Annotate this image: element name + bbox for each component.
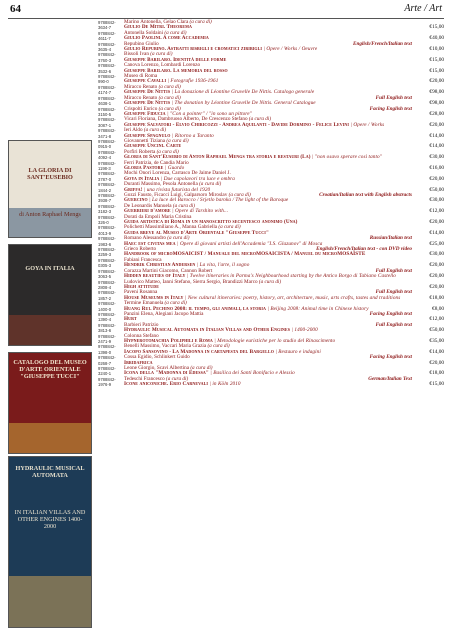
author-name: Crispolti Enrico [124,105,158,112]
author-name: Dorati da Empoli Maria Cristina [124,213,192,220]
entry-price: €50,00 [429,327,444,334]
author-name: Duranti Massimo, Pesola Antonella [124,181,198,188]
author-name: Romano Alessandro [124,235,166,242]
isbn-code: 9788842-2471-9 [98,333,116,344]
title-subtitle: | Opere / Works [349,121,385,128]
isbn-code: 9788842-3787-0 [98,171,116,182]
title-text: Gloria Pastore [124,164,164,171]
author-name: Tedeschi Francesco [124,375,165,382]
title-subtitle: | Beijing 2008: Animal time in Chinese history [266,305,369,312]
title-text: Giuseppe Fiducia [124,110,166,117]
isbn-code: 9788842-0915-0 [98,138,116,150]
title-subtitle: | Fotografie 1936-1961 [166,78,219,85]
editor-note: (a cura di) [188,19,212,25]
author-name: Termine Emanuela [124,300,164,307]
editor-note: (a cura di) [217,224,241,231]
title-subtitle: | Opere / Works / Oeuvre [262,46,318,53]
title-text: Giuseppe De Nittis [124,89,171,96]
title-subtitle: | Ritorno a Taranto [170,132,214,139]
language-note: German/Italian Text [368,375,412,382]
isbn-code: 9788842-3063-5 [98,268,116,280]
language-note: Facing English text [369,310,412,317]
title-text: Handbook of microMOSAICIST / Manuale del microMOSAICISTA / Manuel du microMOSAÏSTE [124,251,366,258]
editor-note: (a cura di) [165,137,189,144]
section-title: Arte / Art [404,3,442,14]
author-name: Barbieri Patrizio [124,321,159,328]
entry-price: €98,00 [429,100,444,107]
entry-price: €20,00 [429,121,444,128]
author-name: Antonella Soldaini [124,29,164,36]
title-subtitle: | Twelve itineraries in Parma's Neighbourhood starting by the Antico Borgo di Tabiano Castello [185,273,396,280]
author-name: Colonna Stefano [124,332,159,339]
editor-note: (a cura di) [164,375,189,382]
title-subtitle: | Restauro e indagini [273,348,321,355]
title-subtitle: | Basilica dei Santi Bonifacio e Alessio [208,370,295,377]
language-note: Russian/Italian text [369,235,412,242]
isbn-code: 9788842-3087-1 [98,117,116,128]
language-note: Full English text [375,289,412,296]
entry-price: €20,00 [429,175,444,182]
entry-price: €12,00 [429,208,444,215]
entry-price: €18,00 [429,294,444,301]
cover-band [9,423,91,453]
entry-body [124,323,414,334]
entry-price: €10,00 [429,46,444,53]
title-subtitle: | "non osavo sperare così tanto" [310,154,382,161]
entry-price: €14,00 [429,229,444,236]
author-name: Marino Antonella, Gelao Clara [124,19,189,25]
title-text: Hypnerotomachia Poliphili e Roma [124,337,213,344]
author-name: Fabiani Francesca [124,256,162,263]
isbn-code: 9788842-1976-9 [98,376,116,388]
book-cover [8,352,92,454]
title-text: Giulio De Mitri. Theorema [124,24,192,31]
entry-price: €40,00 [429,35,444,42]
title-text: Hurt [124,316,137,323]
isbn-code: 9788842-3634-7 [98,20,116,31]
entry-body [124,63,414,74]
author-name: Vicari Floriana, Dambruoso Alberto, De Crescenzo Stefano [124,116,248,123]
title-subtitle: | in Köln 2010 [208,381,241,388]
book-cover [8,456,92,628]
author-name: Giovannetti Tiziana [124,137,166,144]
entry-body [124,31,414,42]
isbn-code: 9788842-3760-3 [98,52,116,63]
title-text: Huang Rui. Pechino 2008: il tempo, gli animali, la storia [124,305,267,312]
title-text: Ibridafrica [124,359,153,366]
title-subtitle: | New cultural itineraries: poetry, history, art, architecture, music, arts crafts, tastes and traditions [183,294,401,301]
language-note: Facing English text [369,105,412,112]
cover-title: GOYA IN ITALIA [25,265,75,272]
entry-price: €14,00 [429,348,444,355]
language-note: Full English text [375,267,412,274]
editor-note: (a cura di) [247,116,272,123]
title-text: Icone aniconiche. Erio Carnevali [124,381,208,388]
entry-price: €30,00 [429,197,444,204]
isbn-code: 9788842-3259-3 [98,247,116,258]
isbn-code: 9788842-4638-1 [98,95,116,107]
entry-body [124,280,414,291]
cover-subtitle: di Anton Raphael Mengs [19,211,81,218]
title-subtitle: | The donation by Léontine Gruvelle De Nittis. General Catalogue [170,100,316,107]
title-text: Guerrieri d'amore [124,208,171,215]
author-name: Benelli Massimo, Vaccari Maria Grazia [124,343,207,350]
isbn-code: 9788842-990-0 [98,74,116,85]
isbn-code: 9788842-1983-6 [98,236,116,247]
editor-note: (a cura di) [163,300,187,307]
title-text: Guida artistica di Roma in un manoscritto secentesco anonimo (Una) [124,219,298,226]
editor-note: (a cura di) [155,148,179,155]
catalog-entry [98,377,444,388]
author-name: Leone Giorgio, Scavi Albertina [124,365,190,371]
entry-price: €20,00 [429,78,444,85]
entry-price: €98,00 [429,89,444,96]
author-name: Canova Lorenzo, Lombardi Lorenzo [124,62,201,69]
author-name: Polichetti Massimiliano A., Manna Gabriella [124,224,218,231]
editor-note: (a cura di) [257,278,282,285]
cover-title: CATALOGO DEL MUSEO D'ARTE ORIENTALE "GIUSEPPE TUCCI" [13,359,87,380]
title-text: Giuseppe Barilaro. La memoria del rosso [124,67,228,74]
editor-note: (a cura di) [157,105,181,112]
author-name: Mochi Onori Lorenza, Carrasco De Jaime Daniel J. [124,170,231,177]
title-subtitle: | La vita, l'arte, il sogno [195,262,250,269]
entry-price: €8,00 [432,305,444,312]
language-note: Full English text [375,321,412,328]
title-text: Guida breve al Museo d'Arte Orientale "Giuseppe Tucci" [124,229,269,236]
title-text: Giuseppe De Nittis [124,100,171,107]
isbn-code: 9788842-4092-4 [98,149,116,161]
title-text: Giuseppe Salvatori - Elvio Chiricozzi - Andrea Aquilanti - Davide Dormino - Felice Levini [124,121,350,128]
cover-band [9,315,91,345]
cover-title: HYDRAULIC MUSICAL AUTOMATA [15,465,85,479]
entry-price: €15,00 [429,24,444,31]
author-name: Grieco Roberto [124,246,157,253]
title-text: Giuseppe Uncini. Carte [124,143,182,150]
isbn-code: 9788842-1198-3 [98,160,116,171]
title-text: Hydraulic Musical Automata in Italian Villas and Other Engines [124,327,291,334]
isbn-code: 9788842-2808-4 [98,279,116,290]
entry-price: €15,00 [429,381,444,388]
language-note: English/French/Italian text [353,40,412,47]
isbn-code: 9788842-3813-6 [98,322,116,334]
author-name: De Leonardis Manuela [124,202,172,209]
title-text: Giuseppe Cavalli [124,78,167,85]
title-text: Giuseppe Spagnulo [124,132,171,139]
title-text: Guercino [124,197,148,204]
cover-subtitle: IN ITALIAN VILLAS AND OTHER ENGINES 1400-2000 [14,509,86,530]
title-text: Giulio Repubino. Astratti bisbigli e cromatici ziribigli [124,46,263,53]
header-rule [8,18,444,19]
title-text: Hidden beauties of Italy [124,273,186,280]
entry-body [124,247,414,258]
entry-title [124,382,414,387]
isbn-code: 9788842-4611-7 [98,30,116,42]
entry-price: €20,00 [429,219,444,226]
title-subtitle: | Guardo [163,164,185,171]
editor-note: (a cura di) [197,181,222,188]
isbn-code: 9788842-0268-7 [98,355,116,366]
title-subtitle: | Opere di Tarshito with... [170,208,229,215]
isbn-code: 9788842-1398-0 [98,344,116,355]
author-name: Panzini Elena, Alegiani Jacopo Mattia [124,310,204,317]
language-note: English/French/Italian text - con DVD video [316,246,412,253]
isbn-code: 9788842-3532-6 [98,63,116,74]
editor-note: (a cura di) [227,192,251,198]
editor-note: (a cura di) [189,365,213,371]
catalog-list [98,20,444,388]
isbn-code: 9788842-4013-9 [98,225,116,236]
author-name: Miracco Renato [124,83,158,90]
title-subtitle: | Due capolavori tra luce e ombra [159,175,235,182]
title-text: House Museums in Italy [124,294,184,301]
isbn-code: 9788842-1857-2 [98,290,116,301]
entry-price: €28,00 [429,110,444,117]
title-subtitle: | Metodologie euristiche per lo studio del Rinascimento [212,337,336,344]
title-subtitle: | "Con a pointer" / "in sono un pittore" [165,110,252,117]
author-name: Gozzi Fausto, Ficacci Luigi, Galparsoro Miroslav [124,192,228,198]
entry-price: €30,00 [429,154,444,161]
author-name: Miracco Renato [124,94,158,101]
isbn-code: 9788842-1844-2 [98,182,116,193]
title-text: Griffa! [124,186,143,193]
entry-body [124,377,414,388]
page-number: 64 [10,3,21,15]
author-name: Paveni Rosanna [124,289,158,296]
language-note: Croatian/Italian text with English abstracts [319,192,412,198]
entry-price: €20,00 [429,359,444,366]
title-text: Haec est civitas mea [124,240,176,247]
title-text: Iacopo Sansovino - La Madonna in cartapesta del Bargello [124,348,274,355]
author-name: Bissoli Ivan [124,51,149,58]
isbn-code: 9788842-3150-5 [98,106,116,117]
entry-price: €25,00 [429,240,444,247]
entry-price: €15,00 [429,56,444,63]
author-name: Ferri Patrizia, de Candia Mario [124,159,189,166]
editor-note: (a cura di) [206,343,230,350]
entry-price: €30,00 [429,251,444,258]
entry-body [124,117,414,128]
editor-note: (a cura di) [157,94,181,101]
title-subtitle: | 1400-2000 [290,327,318,334]
editor-note: (a cura di) [142,127,167,134]
book-cover [8,140,92,238]
entry-price: €20,00 [429,273,444,280]
isbn-code: 9788842-1390-4 [98,311,116,323]
language-note: Full English text [375,94,412,101]
isbn-code: 9788842-3938-7 [98,193,116,204]
isbn-code: 9788842-0305-3 [98,257,116,269]
title-subtitle: | La luce del Barocco / Srjetlo baroka / The light of the Baroque [147,197,289,204]
entry-price: €16,00 [429,164,444,171]
entry-body [124,312,414,323]
author-name: Museo di Roma [124,73,158,80]
title-text: Giuseppe Barilaro. Identità delle forme [124,56,227,63]
isbn-code: 9788842-326-0 [98,214,116,226]
title-subtitle: | La donazione di Léontine Gruvelle De Nittis. Catalogo generale [170,89,315,96]
editor-note: (a cura di) [165,235,190,242]
author-name: Ludovico Matteo, Ianni Stefano, Sierra Sergio, Brandizzi Marco [124,278,258,285]
book-cover [8,244,92,346]
entry-price: €50,00 [429,186,444,193]
editor-note: (a cura di) [171,202,196,209]
cover-band [9,576,91,627]
isbn-code: 9788842-3471-8 [98,128,116,139]
title-text: Goya in Italia [124,175,160,182]
title-subtitle: | Opere di giovani artisti dell'Accademia "I.S. Glazunov" di Mosca [175,240,323,247]
isbn-code: 9788842-1400-0 [98,301,116,312]
title-text: Hendrik Christian Andersen [124,262,196,269]
isbn-code: 9788842-3240-1 [98,366,116,377]
entry-price: €20,00 [429,262,444,269]
author-name: Ieri Aldo [124,127,143,134]
editor-note: (a cura di) [157,83,181,90]
cover-title: LA GLORIA DI SANT'EUSEBIO [27,167,73,181]
entry-price: €15,00 [429,67,444,74]
entry-price: €14,00 [429,143,444,150]
author-name: Cossa Egidio, Schlinkert Guido [124,354,190,361]
entry-price: €14,00 [429,132,444,139]
title-text: Giulio Paolini. A come Accademia [124,35,209,42]
language-note: Facing English text [369,354,412,361]
title-text: Icona della "Madonna di Edessa" [124,370,209,377]
author-name: Repubino Giulio [124,40,159,47]
isbn-code: 9788842-3182-3 [98,203,116,215]
title-text: Gloria di Sant'Eusebio di Anton Raphael Mengs tra storia e restauri (La) [124,154,311,161]
isbn-code: 9788842-4174-7 [98,84,116,96]
title-text: High attitude [124,283,160,290]
entry-price: €35,00 [429,337,444,344]
entry-price: €20,00 [429,283,444,290]
title-subtitle: | una rivista futurista del 1920 [142,186,211,193]
editor-note: (a cura di) [148,51,173,58]
entry-price: €12,00 [429,316,444,323]
entry-price: €18,00 [429,370,444,377]
isbn-code: 9788842-3635-4 [98,41,116,53]
editor-note: (a cura di) [163,29,187,36]
author-name: Porfiri Roberta [124,148,156,155]
author-name: Corazza Martini Giacomo, Cannon Robert [124,267,213,274]
